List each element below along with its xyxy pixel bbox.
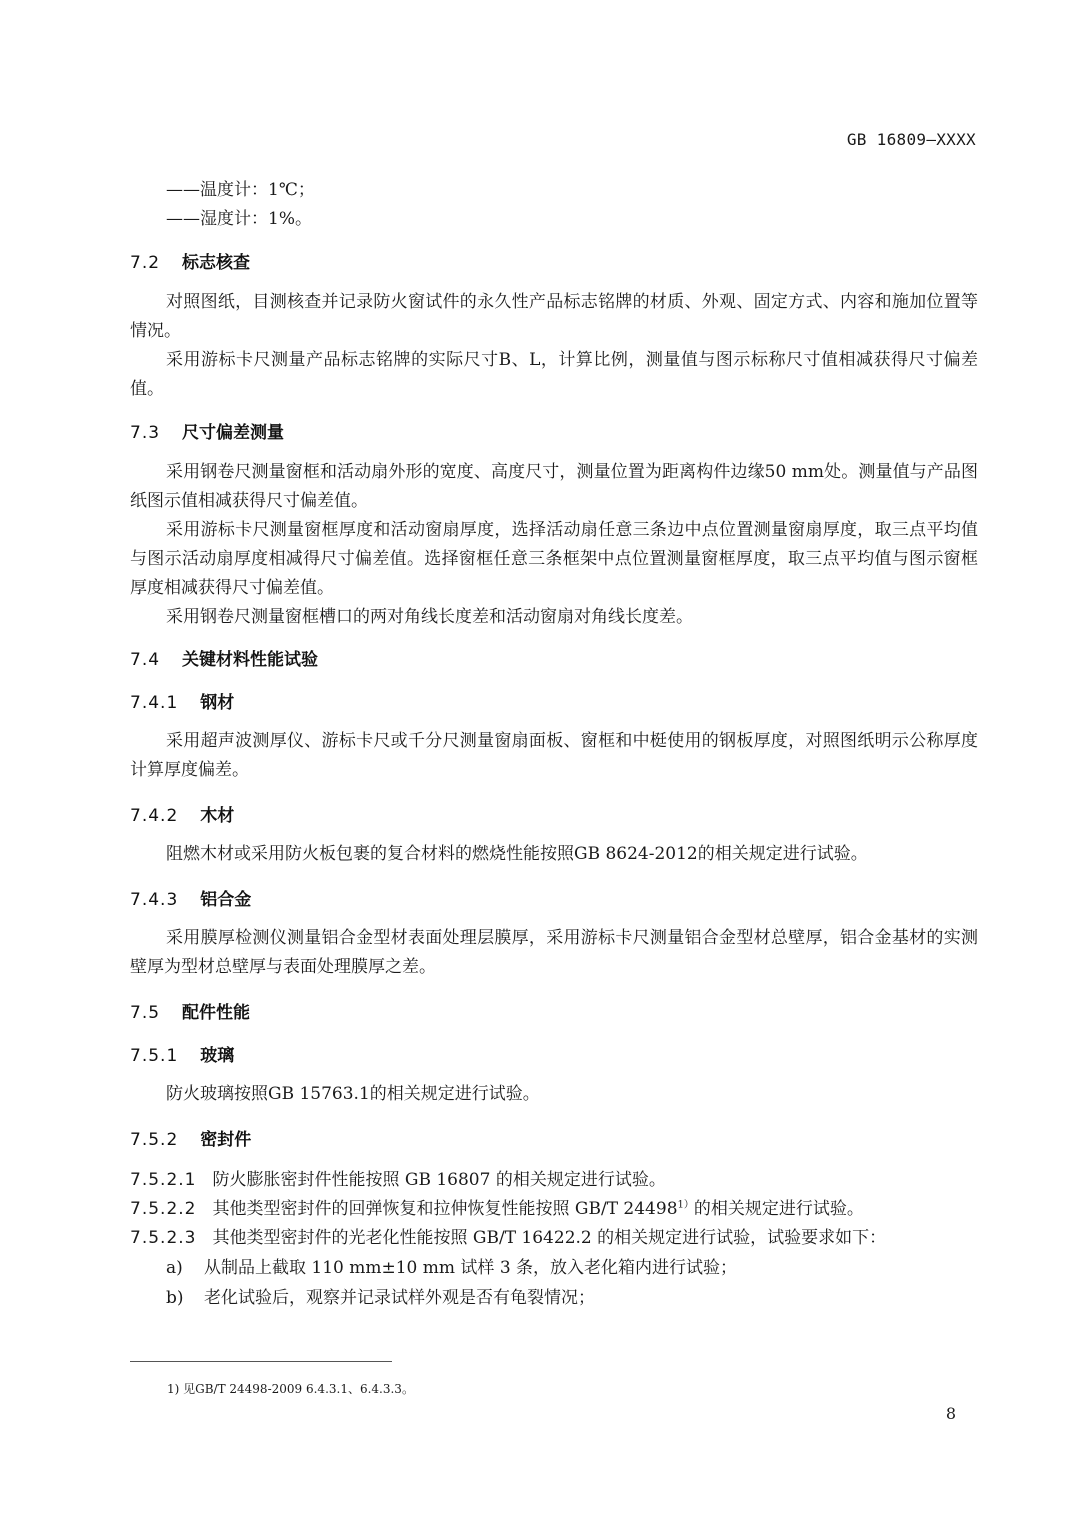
section-title: 关键材料性能试验 — [182, 650, 319, 670]
section-number: 7.5.1 — [130, 1046, 179, 1066]
list-marker: b) — [166, 1288, 184, 1308]
section-body-7-3 — [130, 458, 978, 632]
paragraph: 采用游标卡尺测量窗框厚度和活动窗扇厚度，选择活动扇任意三条边中点位置测量窗扇厚度，取三点平均值与图示活动扇厚度相减得尺寸偏差值。选择窗框任意三条框架中点位置测量窗框厚度，取三点平均值与图示窗框厚度相减获得尺寸偏差值。 — [130, 520, 978, 598]
section-number: 7.5.2 — [130, 1130, 179, 1150]
footnote-reference: 1） — [677, 1199, 694, 1211]
section-heading-7-5-1 — [130, 1041, 234, 1066]
section-number: 7.4.2 — [130, 806, 179, 826]
section-heading-7-3 — [130, 418, 284, 443]
intro-item-thermometer: ——温度计：1℃； — [166, 180, 315, 200]
footnote: 1) 见GB/T 24498-2009 6.4.3.1、6.4.3.3。 — [167, 1382, 414, 1396]
section-title: 玻璃 — [200, 1046, 235, 1066]
subclause-7-5-2-2 — [130, 1194, 864, 1219]
section-heading-7-2 — [130, 248, 250, 273]
paragraph: 采用钢卷尺测量窗框槽口的两对角线长度差和活动窗扇对角线长度差。 — [166, 607, 693, 627]
section-title: 钢材 — [200, 693, 235, 713]
paragraph: 防火玻璃按照GB 15763.1的相关规定进行试验。 — [166, 1084, 540, 1104]
section-body-7-4-1 — [130, 727, 978, 785]
section-heading-7-4-2 — [130, 801, 234, 826]
subclause-text: 其他类型密封件的回弹恢复和拉伸恢复性能按照 GB/T 24498 — [212, 1199, 678, 1219]
section-heading-7-4 — [130, 645, 318, 670]
list-marker: a) — [166, 1258, 183, 1278]
footnote-divider — [130, 1361, 392, 1362]
section-title: 配件性能 — [182, 1003, 251, 1023]
section-heading-7-4-1 — [130, 688, 234, 713]
subclause-number: 7.5.2.1 — [130, 1170, 197, 1190]
subclause-text: 防火膨胀密封件性能按照 GB 16807 的相关规定进行试验。 — [212, 1170, 666, 1190]
intro-item-hygrometer: ——湿度计：1%。 — [166, 209, 312, 229]
section-title: 铝合金 — [200, 890, 252, 910]
paragraph: 采用超声波测厚仪、游标卡尺或千分尺测量窗扇面板、窗框和中梃使用的钢板厚度，对照图纸明示公称厚度计算厚度偏差。 — [130, 731, 978, 780]
section-heading-7-5-2 — [130, 1125, 251, 1150]
paragraph: 采用游标卡尺测量产品标志铭牌的实际尺寸B、L，计算比例，测量值与图示标称尺寸值相减获得尺寸偏差值。 — [130, 350, 978, 399]
paragraph: 采用膜厚检测仪测量铝合金型材表面处理层膜厚，采用游标卡尺测量铝合金型材总壁厚，铝合金基材的实测壁厚为型材总壁厚与表面处理膜厚之差。 — [130, 928, 978, 977]
subclause-text: 其他类型密封件的光老化性能按照 GB/T 16422.2 的相关规定进行试验，试验要求如下： — [212, 1228, 887, 1248]
paragraph: 对照图纸，目测核查并记录防火窗试件的永久性产品标志铭牌的材质、外观、固定方式、内容和施加位置等情况。 — [130, 292, 978, 341]
section-number: 7.4.1 — [130, 693, 179, 713]
section-body-7-5-1 — [130, 1080, 978, 1109]
list-item-b — [166, 1283, 595, 1308]
section-title: 标志核查 — [182, 253, 251, 273]
section-heading-7-4-3 — [130, 885, 251, 910]
section-number: 7.5 — [130, 1003, 161, 1023]
subclause-number: 7.5.2.2 — [130, 1199, 197, 1219]
section-number: 7.4 — [130, 650, 161, 670]
subclause-number: 7.5.2.3 — [130, 1228, 197, 1248]
subclause-text-continued: 的相关规定进行试验。 — [693, 1199, 864, 1219]
section-number: 7.2 — [130, 253, 161, 273]
section-title: 密封件 — [200, 1130, 252, 1150]
document-code: GB 16809—XXXX — [846, 130, 976, 149]
paragraph: 采用钢卷尺测量窗框和活动扇外形的宽度、高度尺寸，测量位置为距离构件边缘50 mm处。测量值与产品图纸图示值相减获得尺寸偏差值。 — [130, 462, 978, 511]
list-text: 从制品上截取 110 mm±10 mm 试样 3 条，放入老化箱内进行试验； — [204, 1258, 738, 1278]
section-title: 木材 — [200, 806, 235, 826]
section-title: 尺寸偏差测量 — [182, 423, 285, 443]
section-body-7-2 — [130, 288, 978, 404]
page-number: 8 — [945, 1404, 956, 1423]
section-number: 7.4.3 — [130, 890, 179, 910]
paragraph: 阻燃木材或采用防火板包裹的复合材料的燃烧性能按照GB 8624-2012的相关规定进行试验。 — [166, 844, 868, 864]
section-body-7-4-2 — [130, 840, 978, 869]
list-text: 老化试验后，观察并记录试样外观是否有龟裂情况； — [204, 1288, 595, 1308]
section-heading-7-5 — [130, 998, 250, 1023]
section-number: 7.3 — [130, 423, 161, 443]
list-item-a — [166, 1253, 737, 1278]
subclause-7-5-2-1 — [130, 1165, 666, 1190]
subclause-7-5-2-3 — [130, 1223, 886, 1248]
section-body-7-4-3 — [130, 924, 978, 982]
